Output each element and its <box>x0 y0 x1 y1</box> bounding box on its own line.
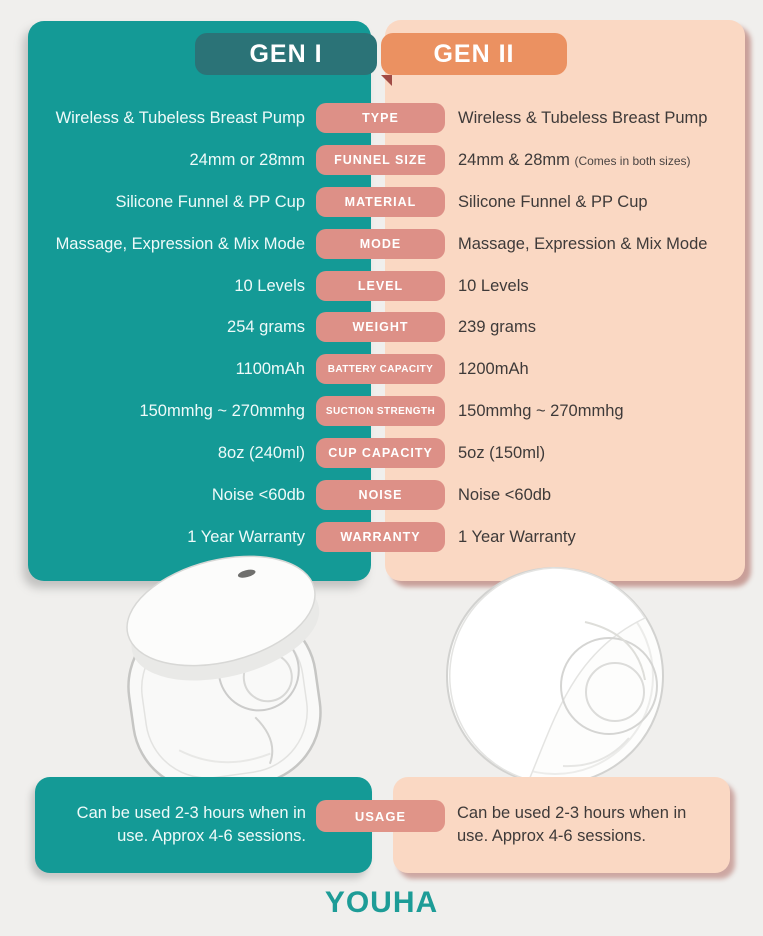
spec-row-suction-strength <box>0 395 763 427</box>
gen1-value: 1100mAh <box>235 360 305 378</box>
spec-row-type <box>0 102 763 134</box>
gen2-value: 24mm & 28mm (Comes in both sizes) <box>458 151 691 169</box>
gen2-header-badge: GEN II <box>381 33 567 75</box>
gen1-product-image <box>103 553 355 795</box>
spec-badge: SUCTION STRENGTH <box>316 396 445 426</box>
gen2-value-note: (Comes in both sizes) <box>574 154 691 168</box>
spec-badge: CUP CAPACITY <box>316 438 445 468</box>
gen2-value: 150mmhg ~ 270mmhg <box>458 402 624 420</box>
spec-row-battery-capacity <box>0 353 763 385</box>
youha-logo: YOUHA <box>324 886 439 919</box>
gen2-value: 1 Year Warranty <box>458 528 576 546</box>
gen1-value: 10 Levels <box>234 277 305 295</box>
header-notch <box>381 75 392 86</box>
spec-badge: WARRANTY <box>316 522 445 552</box>
gen1-value: 254 grams <box>227 318 305 336</box>
gen2-usage-text: Can be used 2-3 hours when in use. Approx 4-6 sessions. <box>457 803 687 845</box>
spec-row-noise <box>0 479 763 511</box>
spec-badge: WEIGHT <box>316 312 445 342</box>
gen1-value: Massage, Expression & Mix Mode <box>55 235 305 253</box>
gen1-header-badge: GEN I <box>195 33 377 75</box>
spec-row-warranty <box>0 521 763 553</box>
spec-row-level <box>0 270 763 302</box>
gen1-value: Wireless & Tubeless Breast Pump <box>55 109 305 127</box>
gen1-usage-text: Can be used 2-3 hours when in use. Approx 4-6 sessions. <box>76 803 306 845</box>
spec-row-mode <box>0 228 763 260</box>
spec-row-cup-capacity <box>0 437 763 469</box>
gen2-value: 1200mAh <box>458 360 529 378</box>
spec-badge: LEVEL <box>316 271 445 301</box>
usage-badge: USAGE <box>316 800 445 832</box>
gen1-value: 24mm or 28mm <box>189 151 305 169</box>
spec-badge: MODE <box>316 229 445 259</box>
gen2-value: Noise <60db <box>458 486 552 504</box>
spec-row-funnel-size <box>0 144 763 176</box>
spec-badge: BATTERY CAPACITY <box>316 354 445 384</box>
gen2-product-image <box>413 560 701 792</box>
gen1-value: Silicone Funnel & PP Cup <box>115 193 305 211</box>
spec-badge: FUNNEL SIZE <box>316 145 445 175</box>
spec-row-weight <box>0 311 763 343</box>
gen1-value: 150mmhg ~ 270mmhg <box>139 402 305 420</box>
gen2-value: Silicone Funnel & PP Cup <box>458 193 648 211</box>
gen2-value: 5oz (150ml) <box>458 444 546 462</box>
gen2-value: Wireless & Tubeless Breast Pump <box>458 109 708 127</box>
spec-row-material <box>0 186 763 218</box>
spec-badge: TYPE <box>316 103 445 133</box>
gen1-value: Noise <60db <box>211 486 305 504</box>
gen1-value: 8oz (240ml) <box>217 444 305 462</box>
gen2-value: Massage, Expression & Mix Mode <box>458 235 708 253</box>
gen2-value: 10 Levels <box>458 277 529 295</box>
gen2-value: 239 grams <box>458 318 536 336</box>
spec-badge: MATERIAL <box>316 187 445 217</box>
gen1-value: 1 Year Warranty <box>187 528 305 546</box>
spec-badge: NOISE <box>316 480 445 510</box>
